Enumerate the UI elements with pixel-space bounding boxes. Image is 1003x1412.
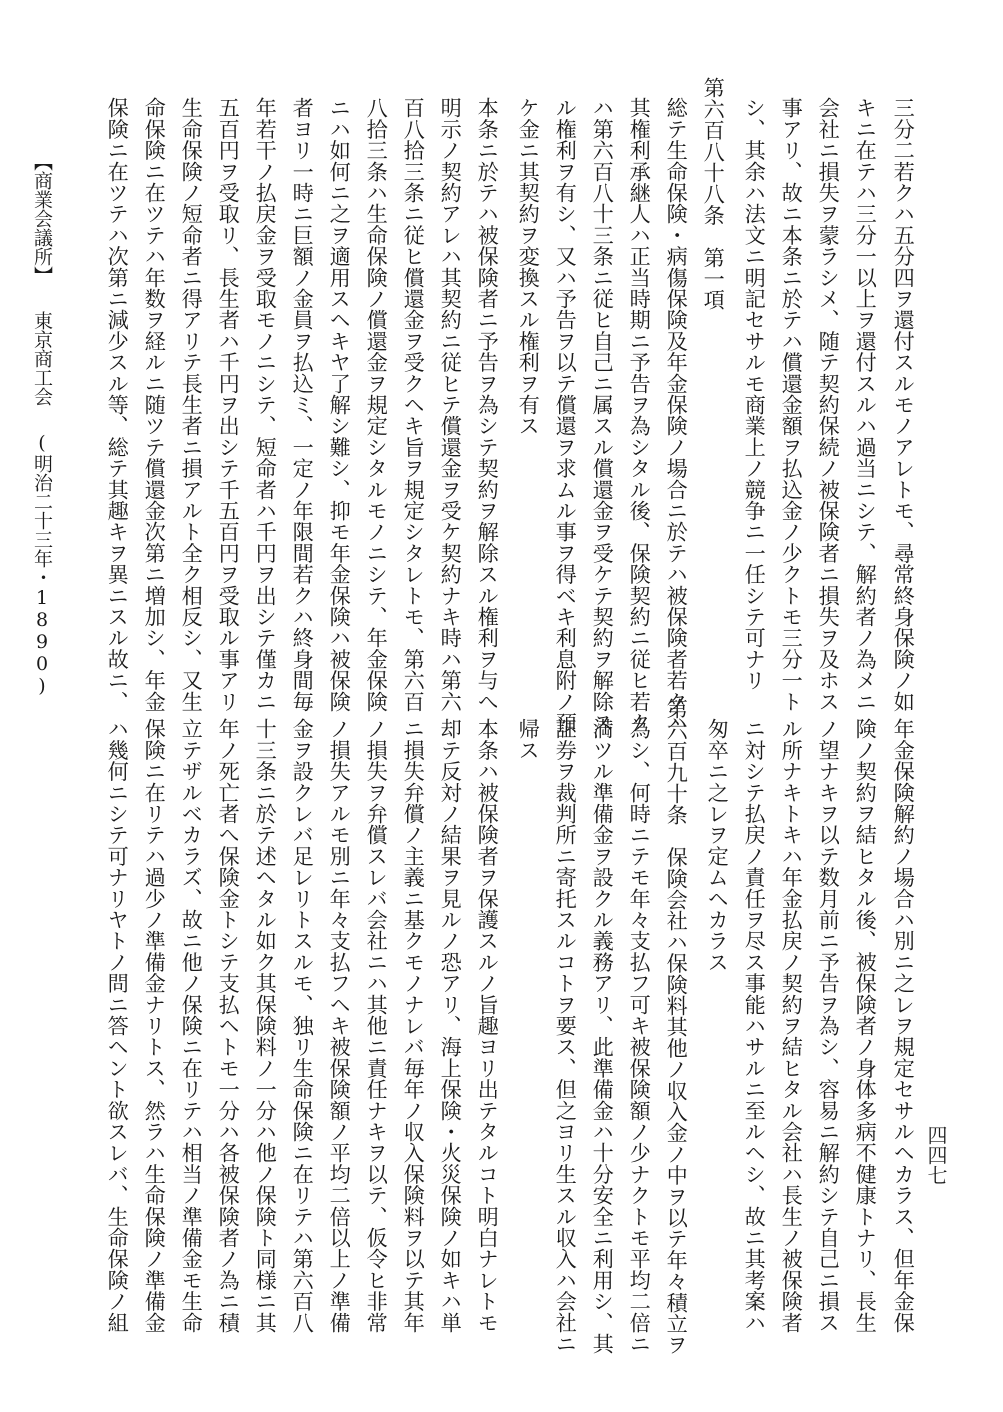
article-text: 帰ス — [516, 718, 542, 761]
commentary-text: 保険ニ在リテハ過少ノ準備金ナリトス、然ラハ生命保険ノ準備金 — [142, 718, 168, 1333]
commentary-text: 年ノ死亡者へ保険金トシテ支払ヘトモ一分ハ各被保険者ノ為ニ積 — [216, 718, 242, 1333]
commentary-text: 十三条ニ於テ述ヘタル如ク其保険料ノ一分ハ他ノ保険ト同様ニ其 — [253, 718, 279, 1333]
text-column: ル所ナキトキハ年金払戻ノ契約ヲ結ヒタル会社ハ長生ノ被保険者 — [779, 718, 805, 1333]
commentary-text: ニ損失弁償ノ主義ニ基クモノナレバ毎年ノ収入保険料ヲ以テ其年 — [401, 718, 427, 1333]
article-text: 証券ヲ裁判所ニ寄托スルコトヲ要ス、但之ヨリ生スル収入ハ会社ニ — [553, 718, 579, 1354]
article-text: ル権利ヲ有シ、又ハ予告ヲ以テ償還ヲ求ムル事ヲ得ベキ利息附ノ預 — [553, 97, 579, 733]
article-heading: 第六百八十八条 第一項 — [701, 77, 727, 311]
commentary-text: 立テザルベカラズ、故ニ他ノ保険ニ在リテハ相当ノ準備金モ生命 — [179, 718, 205, 1333]
header-org: 【商業会議所】 — [31, 152, 53, 285]
commentary-text: 本条ハ被保険者ヲ保護スルノ旨趣ヨリ出テタルコト明白ナレトモ — [475, 718, 501, 1333]
text-column: ニ対シテ払戻ノ責任ヲ尽ス事能ハサルニ至ルヘシ、故ニ其考案ハ — [742, 718, 768, 1333]
commentary-text: ニハ如何ニ之ヲ適用スヘキヤ了解シ難シ、抑モ年金保険ハ被保険 — [327, 97, 353, 712]
commentary-text: 者ヨリ一時ニ巨額ノ金員ヲ払込ミ、一定ノ年限間若クハ終身間毎 — [290, 97, 316, 712]
text-column: ノ望ナキヲ以テ数月前ニ予告ヲ為シ、容易ニ解約シテ自己ニ損ス — [816, 718, 842, 1333]
text-column: 事アリ、故ニ本条ニ於テハ償還金額ヲ払込金ノ少クトモ三分一ト — [779, 97, 805, 712]
article-text: 満ツル準備金ヲ設クル義務アリ、此準備金ハ十分安全ニ利用シ、其 — [590, 718, 616, 1354]
article-text: ハ第六百八十三条ニ従ヒ自己ニ属スル償還金ヲ受ケテ契約ヲ解除ス — [590, 97, 616, 734]
header-title: 東京商工会 — [31, 311, 53, 406]
text-column: 年金保険解約ノ場合ハ別ニ之レヲ規定セサルヘカラス、但年金保 — [891, 718, 917, 1333]
commentary-text: ノ損失アルモ別ニ年々支払フヘキ被保険額ノ平均二倍以上ノ準備 — [327, 718, 353, 1333]
commentary-text: 明示ノ契約アレハ其契約ニ従ヒテ償還金ヲ受ケ契約ナキ時ハ第六 — [438, 97, 464, 712]
commentary-text: 金ヲ設クレバ足レリトスルモ、独リ生命保険ニ在リテハ第六百八 — [290, 718, 316, 1333]
commentary-text: 本条ニ於テハ被保険者ニ予告ヲ為シテ契約ヲ解除スル権利ヲ与へ — [475, 97, 501, 712]
commentary-text: 保険ニ在ツテハ次第ニ減少スル等、総テ其趣キヲ異ニスル故ニ、 — [105, 97, 131, 712]
text-column: 険ノ契約ヲ結ヒタル後、被保険者ノ身体多病不健康トナリ、長生 — [853, 718, 879, 1333]
commentary-text: 八拾三条ハ生命保険ノ償還金ヲ規定シタルモノニシテ、年金保険 — [364, 97, 390, 712]
text-column: 会社ニ損失ヲ蒙ラシメ、随テ契約保続ノ被保険者ニ損失ヲ及ホス — [816, 97, 842, 712]
running-header — [32, 152, 51, 697]
article-text: 総テ生命保険・病傷保険及年金保険ノ場合ニ於テハ被保険者若クハ — [664, 97, 690, 733]
commentary-text: ノ損失ヲ弁償スレバ会社ニハ其他ニ責任ナキヲ以テ、仮令ヒ非常 — [364, 718, 390, 1333]
commentary-text: 生命保険ノ短命者ニ得アリテ長生者ニ損アルト全ク相反シ、又生 — [179, 97, 205, 712]
text-column: 三分二若クハ五分四ヲ還付スルモノアレトモ、尋常終身保険ノ如 — [891, 97, 917, 712]
commentary-text: ハ幾何ニシテ可ナリヤトノ問ニ答ヘント欲スレバ、生命保険ノ組 — [105, 718, 131, 1333]
commentary-text: 年若干ノ払戻金ヲ受取モノニシテ、短命者ハ千円ヲ出シテ僅カニ — [253, 97, 279, 712]
text-column: 匆卒ニ之レヲ定ムヘカラス — [705, 718, 731, 973]
commentary-text: 百八拾三条ニ従ヒ償還金ヲ受クヘキ旨ヲ規定シタレトモ、第六百 — [401, 97, 427, 712]
article-text: ケ金ニ其契約ヲ変換スル権利ヲ有ス — [516, 97, 542, 437]
commentary-text: 五百円ヲ受取リ、長生者ハ千円ヲ出シテ千五百円ヲ受取ル事アリ — [216, 97, 242, 712]
header-date: (明治二十三年・1890) — [31, 432, 53, 697]
commentary-text: 命保険ニ在ツテハ年数ヲ経ルニ随ツテ償還金次第ニ増加シ、年金 — [142, 97, 168, 712]
article-heading: 第六百九十条 保険会社ハ保険料其他ノ収入金ノ中ヲ以テ年々積立ヲ — [664, 698, 690, 1356]
text-column: キニ在テハ三分一以上ヲ還付スルハ過当ニシテ、解約者ノ為メニ — [853, 97, 879, 712]
article-text: 為シ、何時ニテモ年々支払フ可キ被保険額ノ少ナクトモ平均二倍ニ — [627, 718, 653, 1354]
article-text: 其権利承継人ハ正当時期ニ予告ヲ為シタル後、保険契約ニ従ヒ若ク — [627, 97, 653, 733]
page-number: 四四七 — [924, 1125, 948, 1185]
text-column: シ、其余ハ法文ニ明記セサルモ商業上ノ競争ニ一任シテ可ナリ — [742, 97, 768, 691]
commentary-text: 却テ反対ノ結果ヲ見ルノ恐アリ、海上保険・火災保険ノ如キハ単 — [438, 718, 464, 1333]
